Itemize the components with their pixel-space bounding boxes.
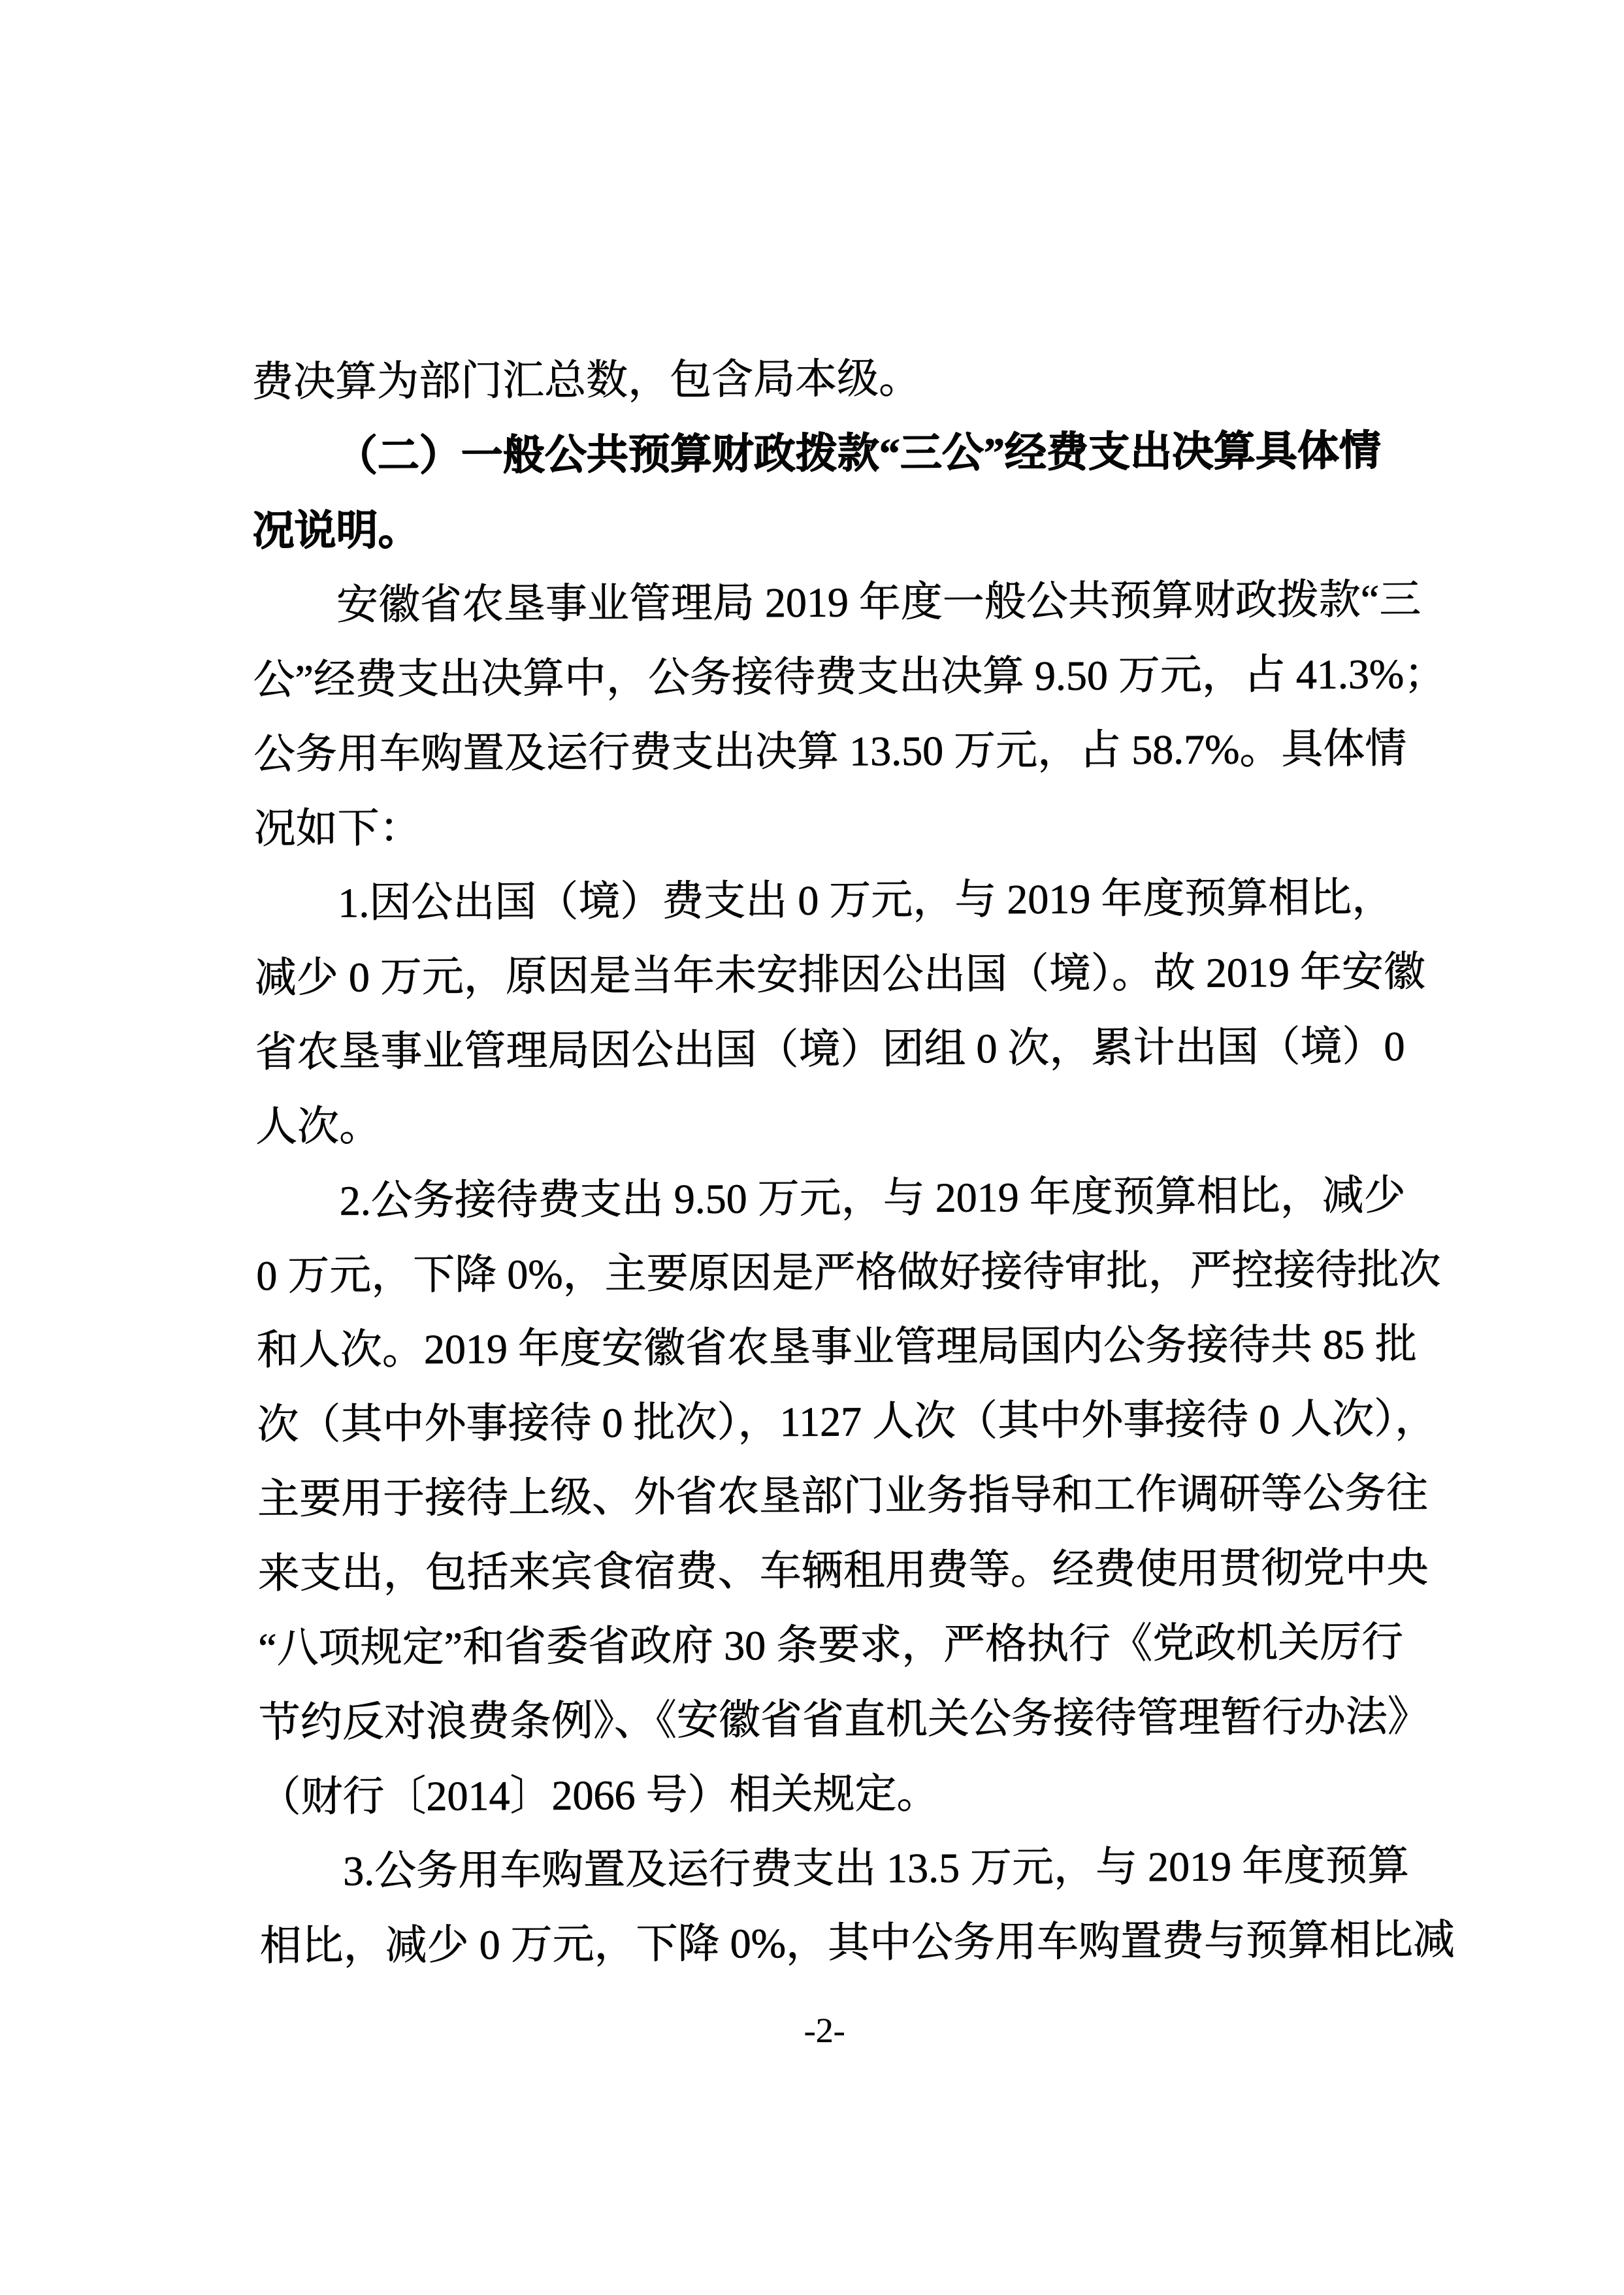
text-line-14: 和人次。2019 年度安徽省农垦事业管理局国内公务接待共 85 批 bbox=[256, 1320, 1417, 1373]
text-line-4: 安徽省农垦事业管理局 2019 年度一般公共预算财政拨款“三 bbox=[336, 576, 1421, 628]
text-line-7: 况如下： bbox=[253, 804, 421, 852]
text-line-11: 人次。 bbox=[255, 1102, 382, 1150]
text-line-20: （财行〔2014〕2066 号）相关规定。 bbox=[259, 1770, 939, 1820]
text-line-10: 省农垦事业管理局因公出国（境）团组 0 次，累计出国（境）0 bbox=[255, 1022, 1405, 1075]
text-line-19: 节约反对浪费条例》、《安徽省省直机关公务接待管理暂行办法》 bbox=[258, 1693, 1429, 1746]
text-line-18: “八项规定”和省委省政府 30 条要求，严格执行《党政机关厉行 bbox=[257, 1618, 1404, 1671]
section-heading-line-1: （二）一般公共预算财政拨款“三公”经费支出决算具体情 bbox=[335, 427, 1381, 480]
page-number: -2- bbox=[804, 2011, 845, 2050]
text-line-16: 主要用于接待上级、外省农垦部门业务指导和工作调研等公务往 bbox=[257, 1469, 1429, 1522]
text-line-1: 费决算为部门汇总数，包含局本级。 bbox=[251, 355, 921, 405]
text-line-21: 3.公务用车购置及运行费支出 13.5 万元，与 2019 年度预算 bbox=[342, 1842, 1410, 1895]
text-line-13: 0 万元，下降 0%，主要原因是严格做好接待审批，严控接待批次 bbox=[255, 1246, 1441, 1299]
text-line-17: 来支出，包括来宾食宿费、车辆租用费等。经费使用贯彻党中央 bbox=[257, 1544, 1429, 1597]
text-line-9: 减少 0 万元，原因是当年未安排因公出国（境）。故 2019 年安徽 bbox=[254, 948, 1425, 1001]
text-line-5: 公”经费支出决算中，公务接待费支出决算 9.50 万元，占 41.3%； bbox=[253, 650, 1446, 703]
text-line-12: 2.公务接待费支出 9.50 万元，与 2019 年度预算相比，减少 bbox=[339, 1171, 1406, 1224]
text-line-22: 相比，减少 0 万元，下降 0%，其中公务用车购置费与预算相比减 bbox=[259, 1916, 1455, 1969]
section-heading-line-2: 况说明。 bbox=[252, 506, 420, 554]
text-line-6: 公务用车购置及运行费支出决算 13.50 万元，占 58.7%。具体情 bbox=[253, 724, 1407, 777]
text-line-15: 次（其中外事接待 0 批次），1127 人次（其中外事接待 0 人次）， bbox=[257, 1395, 1437, 1448]
text-line-8: 1.因公出国（境）费支出 0 万元，与 2019 年度预算相比， bbox=[337, 873, 1394, 926]
